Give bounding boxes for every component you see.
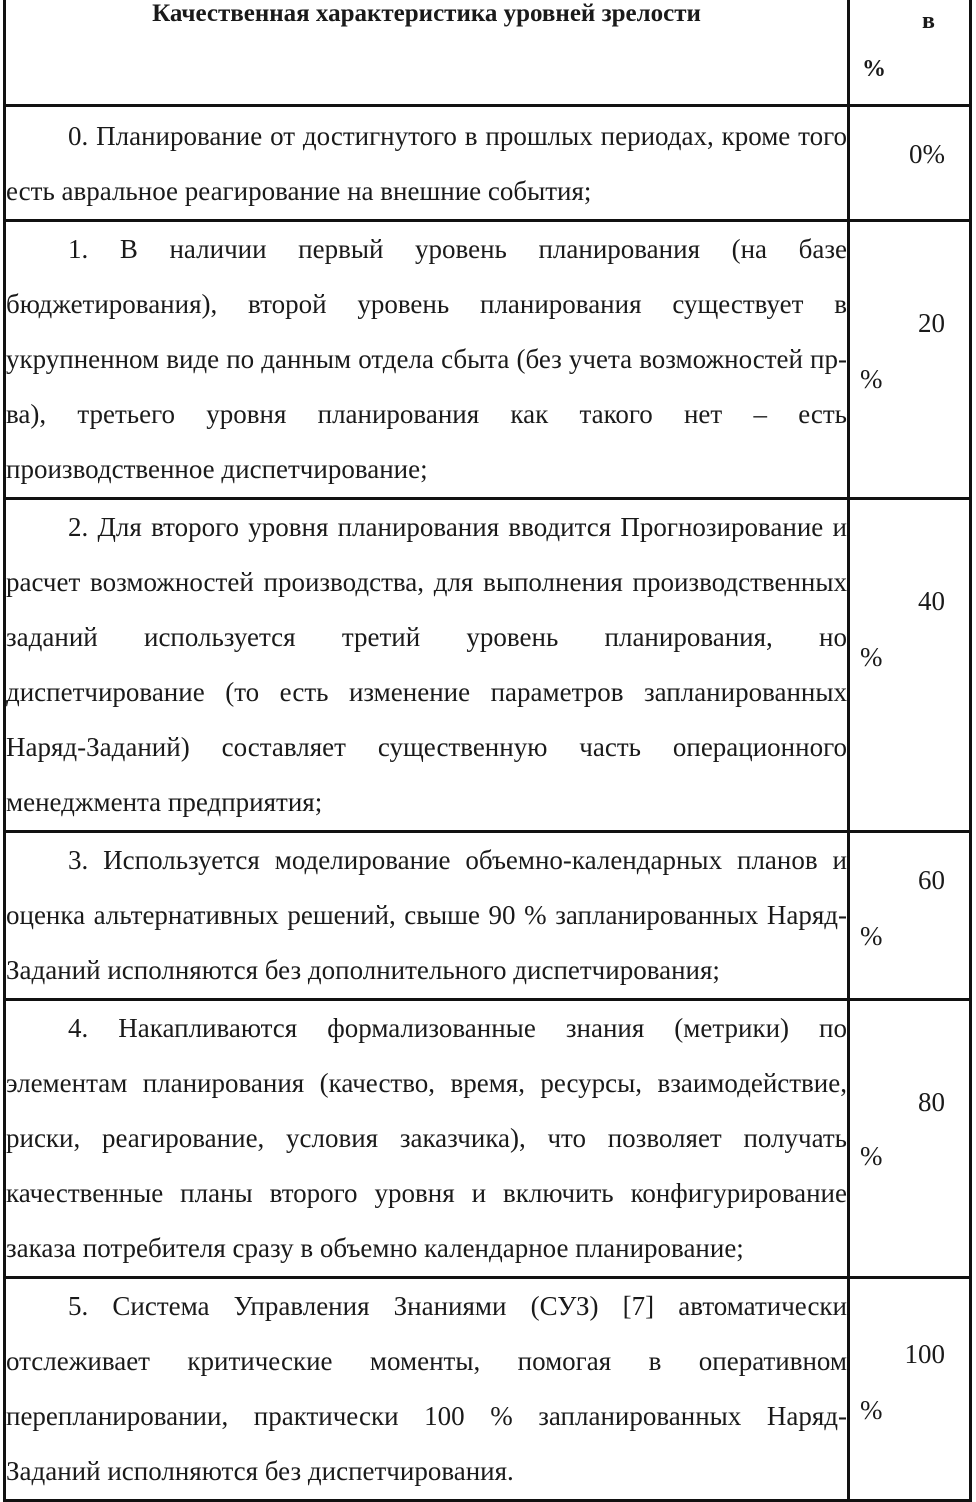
- level-text: 2. Для второго уровня планирования вводится Прогнозирование и расчет возможностей производства, для выполнения производственных заданий используется третий уровень планирования, но диспетчирование (то есть изменение параметров запланированных Наряд-Заданий) составляет существенную часть операционного менеджмента предприятия;: [6, 512, 847, 817]
- header-description: Качественная характеристика уровней зрелости: [5, 0, 849, 106]
- level-value-cell: [849, 221, 971, 499]
- level-value: 40: [918, 586, 945, 616]
- level-value-cell: [849, 832, 971, 1000]
- level-description: [5, 499, 849, 832]
- level-description: [5, 832, 849, 1000]
- level-percent-sign: %: [860, 364, 883, 394]
- level-percent-sign: %: [860, 921, 883, 951]
- level-value: 0%: [909, 139, 945, 169]
- level-description: [5, 106, 849, 221]
- header-percent-top: в: [922, 8, 935, 34]
- level-text: 1. В наличии первый уровень планирования (на базе бюджетирования), второй уровень планирования существует в укрупненном виде по данным отдела сбыта (без учета возможностей пр-ва), третьего уровня планирования как такого нет – есть производственное диспетчирование;: [6, 234, 847, 484]
- level-value: 80: [918, 1087, 945, 1117]
- level-text: 3. Используется моделирование объемно-календарных планов и оценка альтернативных решений, свыше 90 % запланированных Наряд-Заданий исполняются без дополнительного диспетчирования;: [6, 845, 847, 985]
- level-description: [5, 1278, 849, 1501]
- level-text: 5. Система Управления Знаниями (СУЗ) [7] автоматически отслеживает критические моменты, помогая в оперативном перепланировании, практически 100 % запланированных Наряд-Заданий исполняются без диспетчирования.: [6, 1291, 847, 1486]
- level-percent-sign: %: [860, 642, 883, 672]
- level-text: 0. Планирование от достигнутого в прошлых периодах, кроме того есть авральное реагирование на внешние события;: [6, 121, 847, 206]
- level-value: 20: [918, 308, 945, 338]
- level-percent-sign: %: [860, 1395, 883, 1425]
- table-row: [5, 106, 971, 221]
- header-percent-bottom: %: [862, 56, 886, 82]
- level-description: [5, 1000, 849, 1278]
- table-row: [5, 832, 971, 1000]
- table-row: [5, 1278, 971, 1501]
- level-value: 100: [904, 1339, 945, 1369]
- table-row: [5, 499, 971, 832]
- level-value-cell: [849, 1000, 971, 1278]
- level-percent-sign: %: [860, 1141, 883, 1171]
- level-value-cell: [849, 106, 971, 221]
- level-text: 4. Накапливаются формализованные знания (метрики) по элементам планирования (качество, время, ресурсы, взаимодействие, риски, реагирование, условия заказчика), что позволяет получать качественные планы второго уровня и включить конфигурирование заказа потребителя сразу в объемно календарное планирование;: [6, 1013, 847, 1263]
- level-value: 60: [918, 865, 945, 895]
- header-percent: [849, 0, 971, 106]
- table-row: [5, 221, 971, 499]
- level-value-cell: [849, 1278, 971, 1501]
- table-row: [5, 1000, 971, 1278]
- table-header-row: [5, 0, 971, 106]
- level-value-cell: [849, 499, 971, 832]
- level-description: [5, 221, 849, 499]
- maturity-levels-table: [3, 0, 972, 1502]
